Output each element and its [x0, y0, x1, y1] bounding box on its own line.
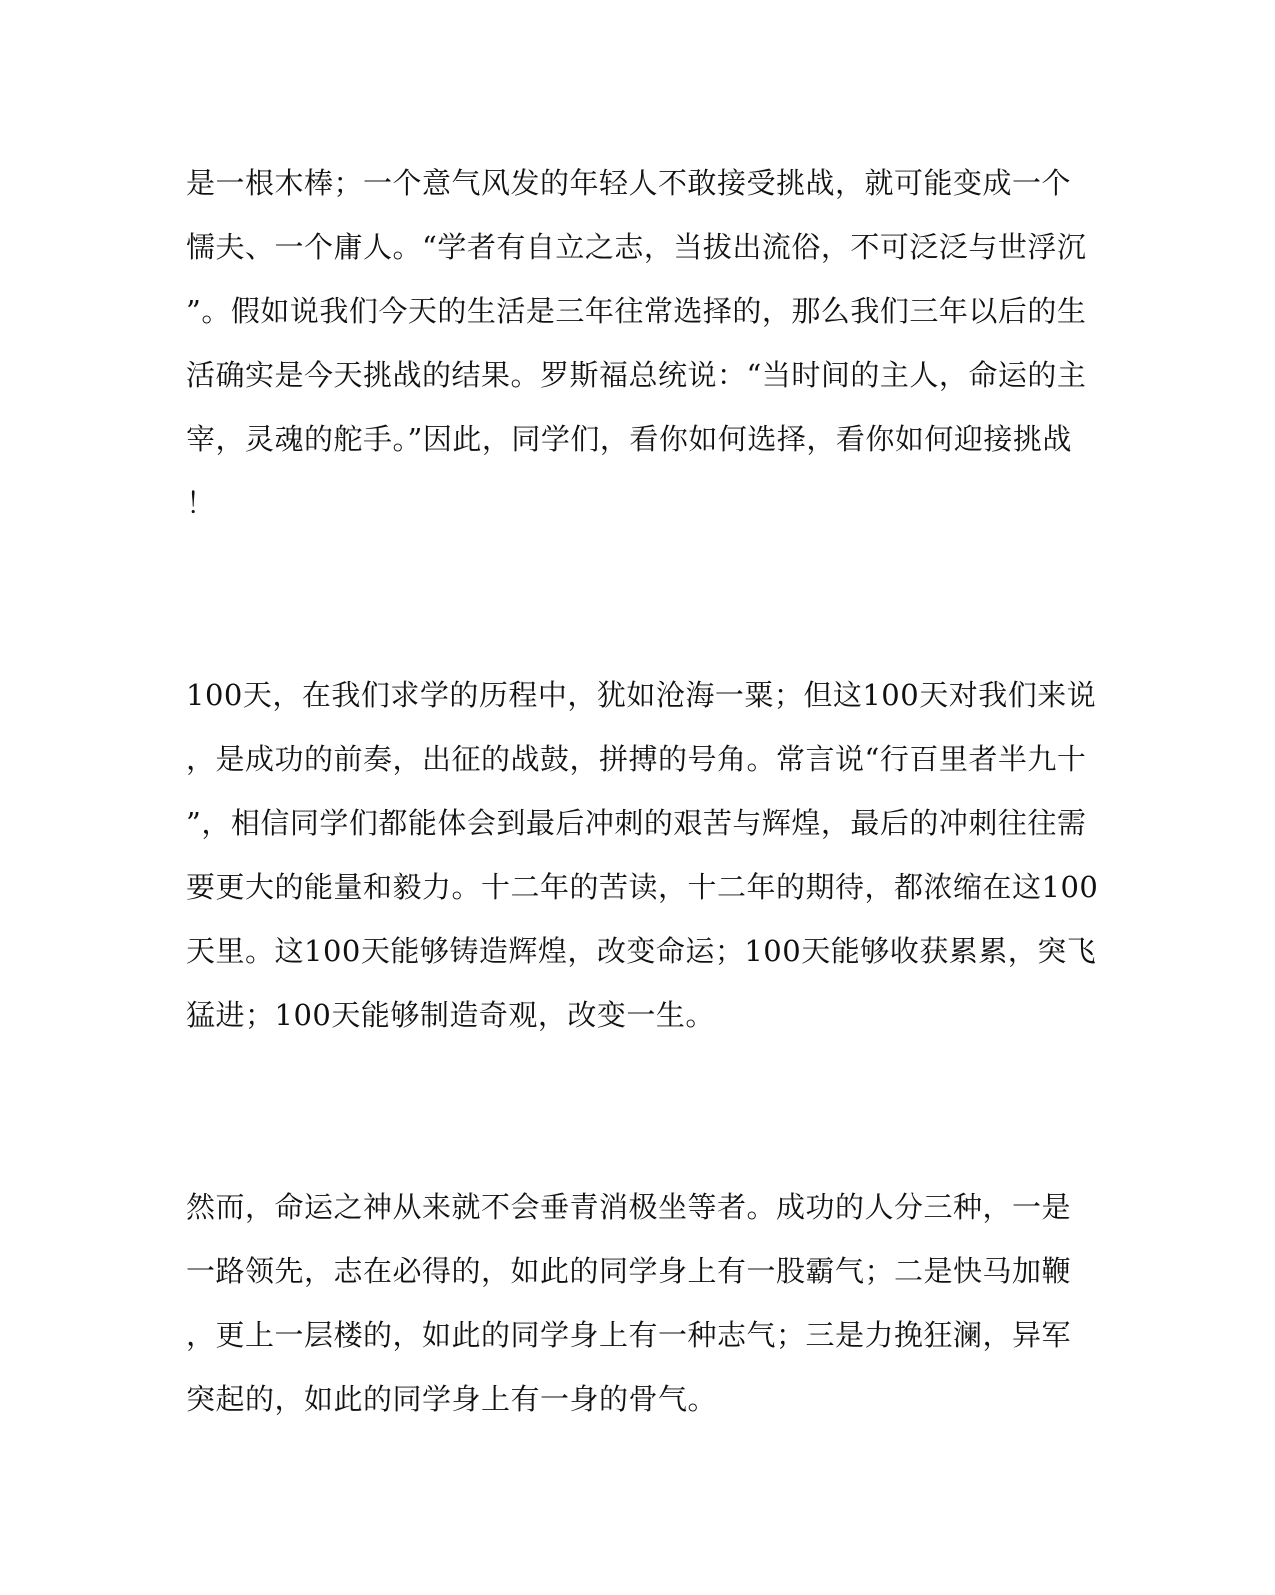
text-line: 活确实是今天挑战的结果。罗斯福总统说：“当时间的主人，命运的主	[186, 358, 1087, 392]
text-line: 一路领先，志在必得的，如此的同学身上有一股霸气；二是快马加鞭	[186, 1254, 1072, 1288]
text-line: ”，相信同学们都能体会到最后冲刺的艰苦与辉煌，最后的冲刺往往需	[186, 806, 1087, 840]
text-line: 宰，灵魂的舵手。”因此，同学们，看你如何选择，看你如何迎接挑战	[186, 422, 1072, 456]
text-line: 100天，在我们求学的历程中，犹如沧海一粟；但这100天对我们来说	[186, 678, 1097, 712]
text-line: ！	[186, 486, 216, 520]
text-line: 然而，命运之神从来就不会垂青消极坐等者。成功的人分三种，一是	[186, 1190, 1072, 1224]
text-line: 是一根木棒；一个意气风发的年轻人不敢接受挑战，就可能变成一个	[186, 166, 1072, 200]
text-line: 要更大的能量和毅力。十二年的苦读，十二年的期待，都浓缩在这100	[186, 870, 1099, 904]
paragraph-challenge	[186, 151, 1086, 535]
text-line: ”。假如说我们今天的生活是三年往常选择的，那么我们三年以后的生	[186, 294, 1087, 328]
text-line: 天里。这100天能够铸造辉煌，改变命运；100天能够收获累累，突飞	[186, 934, 1097, 968]
text-line: 猛进；100天能够制造奇观，改变一生。	[186, 998, 715, 1032]
text-line: 懦夫、一个庸人。“学者有自立之志，当拔出流俗，不可泛泛与世浮沉	[186, 230, 1087, 264]
paragraph-three-kinds	[186, 1175, 1086, 1431]
paragraph-100-days	[186, 663, 1099, 1047]
text-line: 突起的，如此的同学身上有一身的骨气。	[186, 1382, 718, 1416]
text-line: ，更上一层楼的，如此的同学身上有一种志气；三是力挽狂澜，异军	[186, 1318, 1072, 1352]
text-line: ，是成功的前奏，出征的战鼓，拼搏的号角。常言说“行百里者半九十	[186, 742, 1087, 776]
